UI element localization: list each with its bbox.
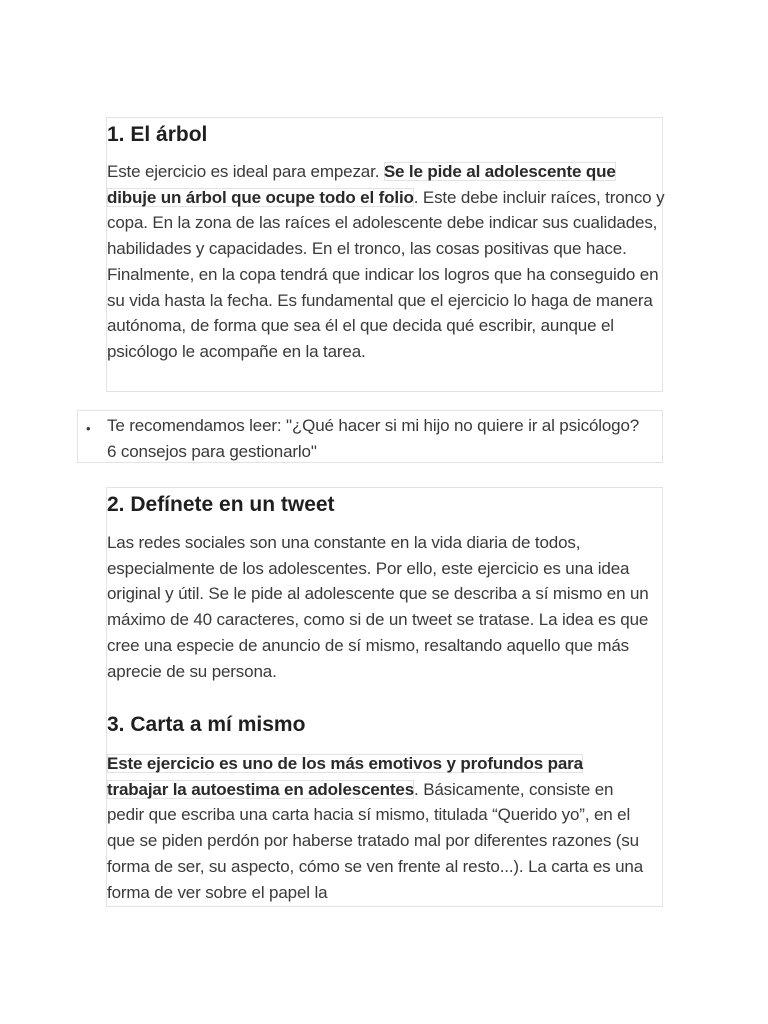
section-tweet-and-letter [106,487,663,907]
paragraph-intro: Este ejercicio es ideal para empezar. [107,162,384,181]
highlighted-text: Se le pide al adolescente que dibuje un árbol que ocupe todo el folio [107,162,616,207]
bullet-icon: • [86,421,91,436]
section-heading: 2. Defínete en un tweet [107,493,335,516]
section-paragraph [107,751,647,905]
section-paragraph: Las redes sociales son una constante en la vida diaria de todos, especialmente de los adolescentes. Por ello, este ejercicio es una idea original y útil. Se le pide al adolescente que se describa a sí mismo en un máximo de 40 caracteres, como si de un tweet se tratase. La idea es que cree una especie de anuncio de sí mismo, resaltando aquello que más aprecie de su persona. [107,533,649,681]
paragraph-rest: . Este debe incluir raíces, tronco y copa. En la zona de las raíces el adolescente debe indicar sus cualidades, habilidades y capacidades. En el tronco, las cosas positivas que hace. Finalmente, en la copa tendrá que indicar los logros que ha conseguido en su vida hasta la fecha. Es fundamental que el ejercicio lo haga de manera autónoma, de forma que sea él el que decida qué escribir, aunque el psicólogo le acompañe en la tarea. [107,187,665,361]
section-paragraph [107,159,667,365]
section-heading: 1. El árbol [107,123,208,146]
recommended-article-link[interactable]: Te recomendamos leer: "¿Qué hacer si mi hijo no quiere ir al psicólogo? 6 consejos para gestionarlo" [107,416,640,461]
paragraph-rest: . Básicamente, consiste en pedir que escriba una carta hacia sí mismo, titulada “Querido yo”, en el que se piden perdón por haberse tratado mal por diferentes razones (su forma de ser, su aspecto, cómo se ven frente al resto...). La carta es una forma de ver sobre el papel la [107,779,644,902]
section-el-arbol [106,117,663,392]
highlighted-text: Este ejercicio es uno de los más emotivos y profundos para trabajar la autoestima en adolescentes [107,754,583,799]
section-heading: 3. Carta a mí mismo [107,713,306,736]
recommended-article[interactable] [77,410,663,463]
